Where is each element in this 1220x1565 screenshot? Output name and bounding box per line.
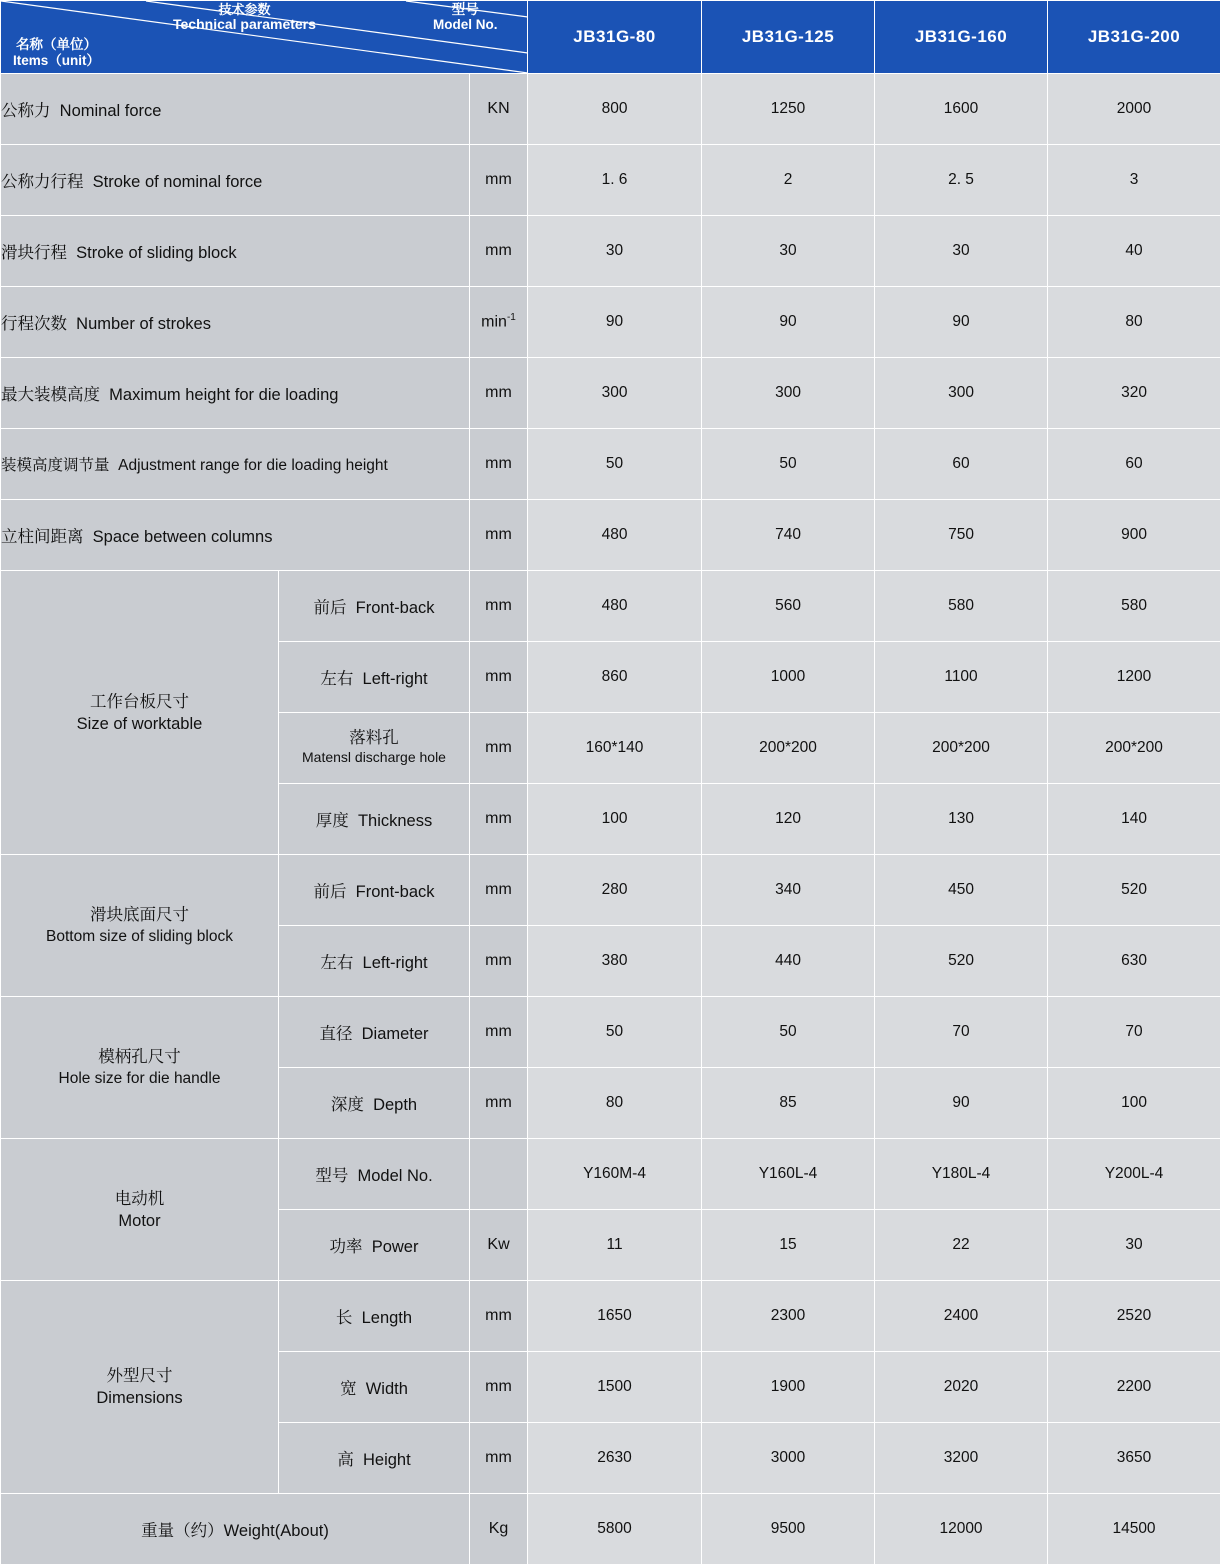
subrow-label-cn: 落料孔 [279, 729, 469, 748]
subrow-label-en: Power [372, 1238, 419, 1256]
subrow-label-en: Width [366, 1380, 408, 1398]
row-value: 2020 [875, 1352, 1048, 1423]
group-label-en: Hole size for die handle [1, 1068, 278, 1090]
row-value: 90 [875, 287, 1048, 358]
row-value: 22 [875, 1210, 1048, 1281]
row-value: 1100 [875, 642, 1048, 713]
row-label [1, 429, 470, 500]
group-label [1, 997, 279, 1139]
row-value: 100 [1048, 1068, 1220, 1139]
subrow-label-cn: 左右 [320, 670, 353, 688]
row-unit: mm [470, 1281, 528, 1352]
row-label-cn: 公称力 [1, 102, 51, 120]
subrow-label-cn: 长 [336, 1309, 353, 1327]
row-value: 300 [528, 358, 702, 429]
header-tech-params-cn: 技术参数 [173, 2, 316, 17]
row-unit: KN [470, 74, 528, 145]
row-value: 90 [528, 287, 702, 358]
row-value: 2 [702, 145, 875, 216]
row-label-cn: 装模高度调节量 [1, 457, 110, 474]
row-value: 11 [528, 1210, 702, 1281]
subrow-label-en: Model No. [357, 1167, 432, 1185]
row-unit: mm [470, 784, 528, 855]
row-value: 900 [1048, 500, 1220, 571]
subrow-label [279, 1068, 470, 1139]
row-value: 60 [1048, 429, 1220, 500]
table-row [1, 145, 1220, 216]
table-row [1, 500, 1220, 571]
row-value: 2630 [528, 1423, 702, 1494]
subrow-label-cn: 型号 [315, 1167, 348, 1185]
row-value: 520 [1048, 855, 1220, 926]
row-value: 750 [875, 500, 1048, 571]
table-header-row [1, 1, 1220, 74]
subrow-label [279, 1423, 470, 1494]
subrow-label [279, 642, 470, 713]
row-unit: mm [470, 429, 528, 500]
row-unit: mm [470, 642, 528, 713]
header-items [13, 37, 100, 69]
row-value: 3000 [702, 1423, 875, 1494]
row-value: 80 [1048, 287, 1220, 358]
row-unit: mm [470, 358, 528, 429]
row-unit: Kw [470, 1210, 528, 1281]
row-unit [470, 1139, 528, 1210]
row-label-en: Nominal force [60, 102, 162, 120]
row-value: 200*200 [702, 713, 875, 784]
header-items-en: Items（unit） [13, 53, 100, 69]
row-value: 1650 [528, 1281, 702, 1352]
row-value: 50 [702, 429, 875, 500]
table-row [1, 571, 1220, 642]
row-value: 120 [702, 784, 875, 855]
row-value: 2400 [875, 1281, 1048, 1352]
subrow-label-en: Height [363, 1451, 411, 1469]
row-value: 300 [702, 358, 875, 429]
subrow-label-en: Matensl discharge hole [279, 748, 469, 767]
subrow-label-cn: 功率 [330, 1238, 363, 1256]
row-value: 280 [528, 855, 702, 926]
subrow-label-cn: 前后 [313, 883, 346, 901]
row-label-en: Stroke of sliding block [76, 244, 237, 262]
row-unit: mm [470, 1068, 528, 1139]
group-label [1, 571, 279, 855]
weight-label-en: Weight(About) [224, 1522, 329, 1540]
row-unit: mm [470, 216, 528, 287]
table-row [1, 74, 1220, 145]
row-value: 480 [528, 571, 702, 642]
row-unit: mm [470, 145, 528, 216]
row-value: 3200 [875, 1423, 1048, 1494]
row-value: 30 [875, 216, 1048, 287]
row-unit: mm [470, 855, 528, 926]
row-value: 2300 [702, 1281, 875, 1352]
group-label [1, 855, 279, 997]
row-value: 1500 [528, 1352, 702, 1423]
row-label-cn: 最大装模高度 [1, 386, 100, 404]
row-label [1, 216, 470, 287]
row-unit: mm [470, 1423, 528, 1494]
row-value: 80 [528, 1068, 702, 1139]
subrow-label [279, 1210, 470, 1281]
row-value: 5800 [528, 1494, 702, 1565]
group-label-en: Bottom size of sliding block [1, 926, 278, 948]
subrow-label-cn: 厚度 [316, 812, 349, 830]
subrow-label [279, 1352, 470, 1423]
subrow-label [279, 784, 470, 855]
row-value: Y200L-4 [1048, 1139, 1220, 1210]
group-label-cn: 工作台板尺寸 [1, 691, 278, 713]
row-value: 320 [1048, 358, 1220, 429]
subrow-label-en: Front-back [356, 883, 435, 901]
row-value: 50 [702, 997, 875, 1068]
row-value: 1600 [875, 74, 1048, 145]
row-value: Y160L-4 [702, 1139, 875, 1210]
weight-label-cn: 重量（约） [141, 1522, 224, 1540]
table-row [1, 429, 1220, 500]
row-label-cn: 公称力行程 [1, 173, 84, 191]
subrow-label-en: Length [362, 1309, 412, 1327]
row-value: Y180L-4 [875, 1139, 1048, 1210]
table-row [1, 1281, 1220, 1352]
row-value: 160*140 [528, 713, 702, 784]
row-unit: mm [470, 500, 528, 571]
group-label-cn: 电动机 [1, 1188, 278, 1210]
row-value: 200*200 [875, 713, 1048, 784]
subrow-label-en: Diameter [362, 1025, 429, 1043]
row-label-en: Adjustment range for die loading height [118, 457, 388, 474]
group-label-en: Dimensions [1, 1387, 278, 1409]
row-label-cn: 立柱间距离 [1, 528, 84, 546]
row-value: 340 [702, 855, 875, 926]
row-label-cn: 滑块行程 [1, 244, 67, 262]
subrow-label-en: Left-right [363, 670, 428, 688]
row-value: 12000 [875, 1494, 1048, 1565]
row-label-cn: 行程次数 [1, 315, 67, 333]
row-value: 130 [875, 784, 1048, 855]
row-value: 560 [702, 571, 875, 642]
row-value: 580 [875, 571, 1048, 642]
subrow-label [279, 1281, 470, 1352]
header-model-no-cn: 型号 [433, 2, 498, 17]
row-value: 140 [1048, 784, 1220, 855]
table-row [1, 997, 1220, 1068]
group-label-cn: 模柄孔尺寸 [1, 1046, 278, 1068]
row-value: 520 [875, 926, 1048, 997]
subrow-label [279, 855, 470, 926]
table-row [1, 287, 1220, 358]
row-label-en: Stroke of nominal force [93, 173, 263, 191]
model-column-header-4: JB31G-200 [1048, 1, 1220, 74]
row-value: 30 [528, 216, 702, 287]
row-value: 50 [528, 997, 702, 1068]
row-label [1, 145, 470, 216]
row-value: 100 [528, 784, 702, 855]
row-value: 15 [702, 1210, 875, 1281]
weight-label [1, 1494, 470, 1565]
group-label-en: Size of worktable [1, 713, 278, 735]
subrow-label-cn: 宽 [340, 1380, 357, 1398]
row-value: 85 [702, 1068, 875, 1139]
row-value: 300 [875, 358, 1048, 429]
row-value: 90 [875, 1068, 1048, 1139]
row-value: 60 [875, 429, 1048, 500]
row-value: 1000 [702, 642, 875, 713]
row-label [1, 74, 470, 145]
subrow-label-cn: 深度 [331, 1096, 364, 1114]
row-label-en: Space between columns [93, 528, 273, 546]
table-row [1, 358, 1220, 429]
table-row-weight [1, 1494, 1220, 1565]
row-label [1, 358, 470, 429]
row-value: 1. 6 [528, 145, 702, 216]
row-value: 740 [702, 500, 875, 571]
row-label-en: Maximum height for die loading [109, 386, 338, 404]
row-value: 1900 [702, 1352, 875, 1423]
row-value: 480 [528, 500, 702, 571]
row-value: 70 [875, 997, 1048, 1068]
subrow-label-cn: 高 [337, 1451, 354, 1469]
row-unit: mm [470, 571, 528, 642]
row-value: 40 [1048, 216, 1220, 287]
row-value: 2. 5 [875, 145, 1048, 216]
group-label-cn: 外型尺寸 [1, 1365, 278, 1387]
row-value: 1200 [1048, 642, 1220, 713]
group-label-cn: 滑块底面尺寸 [1, 904, 278, 926]
subrow-label [279, 926, 470, 997]
subrow-label [279, 1139, 470, 1210]
row-value: 200*200 [1048, 713, 1220, 784]
row-value: Y160M-4 [528, 1139, 702, 1210]
subrow-label-cn: 前后 [313, 599, 346, 617]
header-corner-cell [1, 1, 528, 74]
row-unit: mm [470, 926, 528, 997]
row-value: 3 [1048, 145, 1220, 216]
subrow-label-en: Thickness [358, 812, 432, 830]
row-value: 380 [528, 926, 702, 997]
row-label-en: Number of strokes [76, 315, 211, 333]
row-unit: $\min^{-1}$ [470, 287, 528, 358]
table-row [1, 855, 1220, 926]
subrow-label [279, 571, 470, 642]
header-model-no [433, 2, 498, 32]
group-label [1, 1139, 279, 1281]
subrow-label [279, 713, 470, 784]
row-value: 30 [702, 216, 875, 287]
row-value: 90 [702, 287, 875, 358]
subrow-label-cn: 直径 [319, 1025, 352, 1043]
subrow-label-en: Front-back [356, 599, 435, 617]
row-value: 800 [528, 74, 702, 145]
row-unit: mm [470, 1352, 528, 1423]
header-items-cn: 名称（单位） [13, 37, 100, 53]
row-value: 2200 [1048, 1352, 1220, 1423]
row-value: 50 [528, 429, 702, 500]
header-model-no-en: Model No. [433, 17, 498, 32]
row-value: 440 [702, 926, 875, 997]
row-value: 3650 [1048, 1423, 1220, 1494]
table-row [1, 1139, 1220, 1210]
row-value: 14500 [1048, 1494, 1220, 1565]
row-value: 2000 [1048, 74, 1220, 145]
row-unit: Kg [470, 1494, 528, 1565]
row-unit-exponent: -1 [507, 312, 516, 323]
row-value: 9500 [702, 1494, 875, 1565]
subrow-label-en: Left-right [363, 954, 428, 972]
row-label [1, 500, 470, 571]
row-value: 630 [1048, 926, 1220, 997]
table-row [1, 216, 1220, 287]
row-unit: mm [470, 997, 528, 1068]
subrow-label-cn: 左右 [320, 954, 353, 972]
row-value: 30 [1048, 1210, 1220, 1281]
header-tech-params [173, 2, 316, 32]
row-label [1, 287, 470, 358]
row-value: 860 [528, 642, 702, 713]
model-column-header-1: JB31G-80 [528, 1, 702, 74]
header-tech-params-en: Technical parameters [173, 17, 316, 32]
row-value: 1250 [702, 74, 875, 145]
subrow-label [279, 997, 470, 1068]
model-column-header-3: JB31G-160 [875, 1, 1048, 74]
group-label-en: Motor [1, 1210, 278, 1232]
group-label [1, 1281, 279, 1494]
row-value: 2520 [1048, 1281, 1220, 1352]
row-value: 70 [1048, 997, 1220, 1068]
subrow-label-en: Depth [373, 1096, 417, 1114]
row-value: 580 [1048, 571, 1220, 642]
model-column-header-2: JB31G-125 [702, 1, 875, 74]
row-value: 450 [875, 855, 1048, 926]
row-unit: mm [470, 713, 528, 784]
